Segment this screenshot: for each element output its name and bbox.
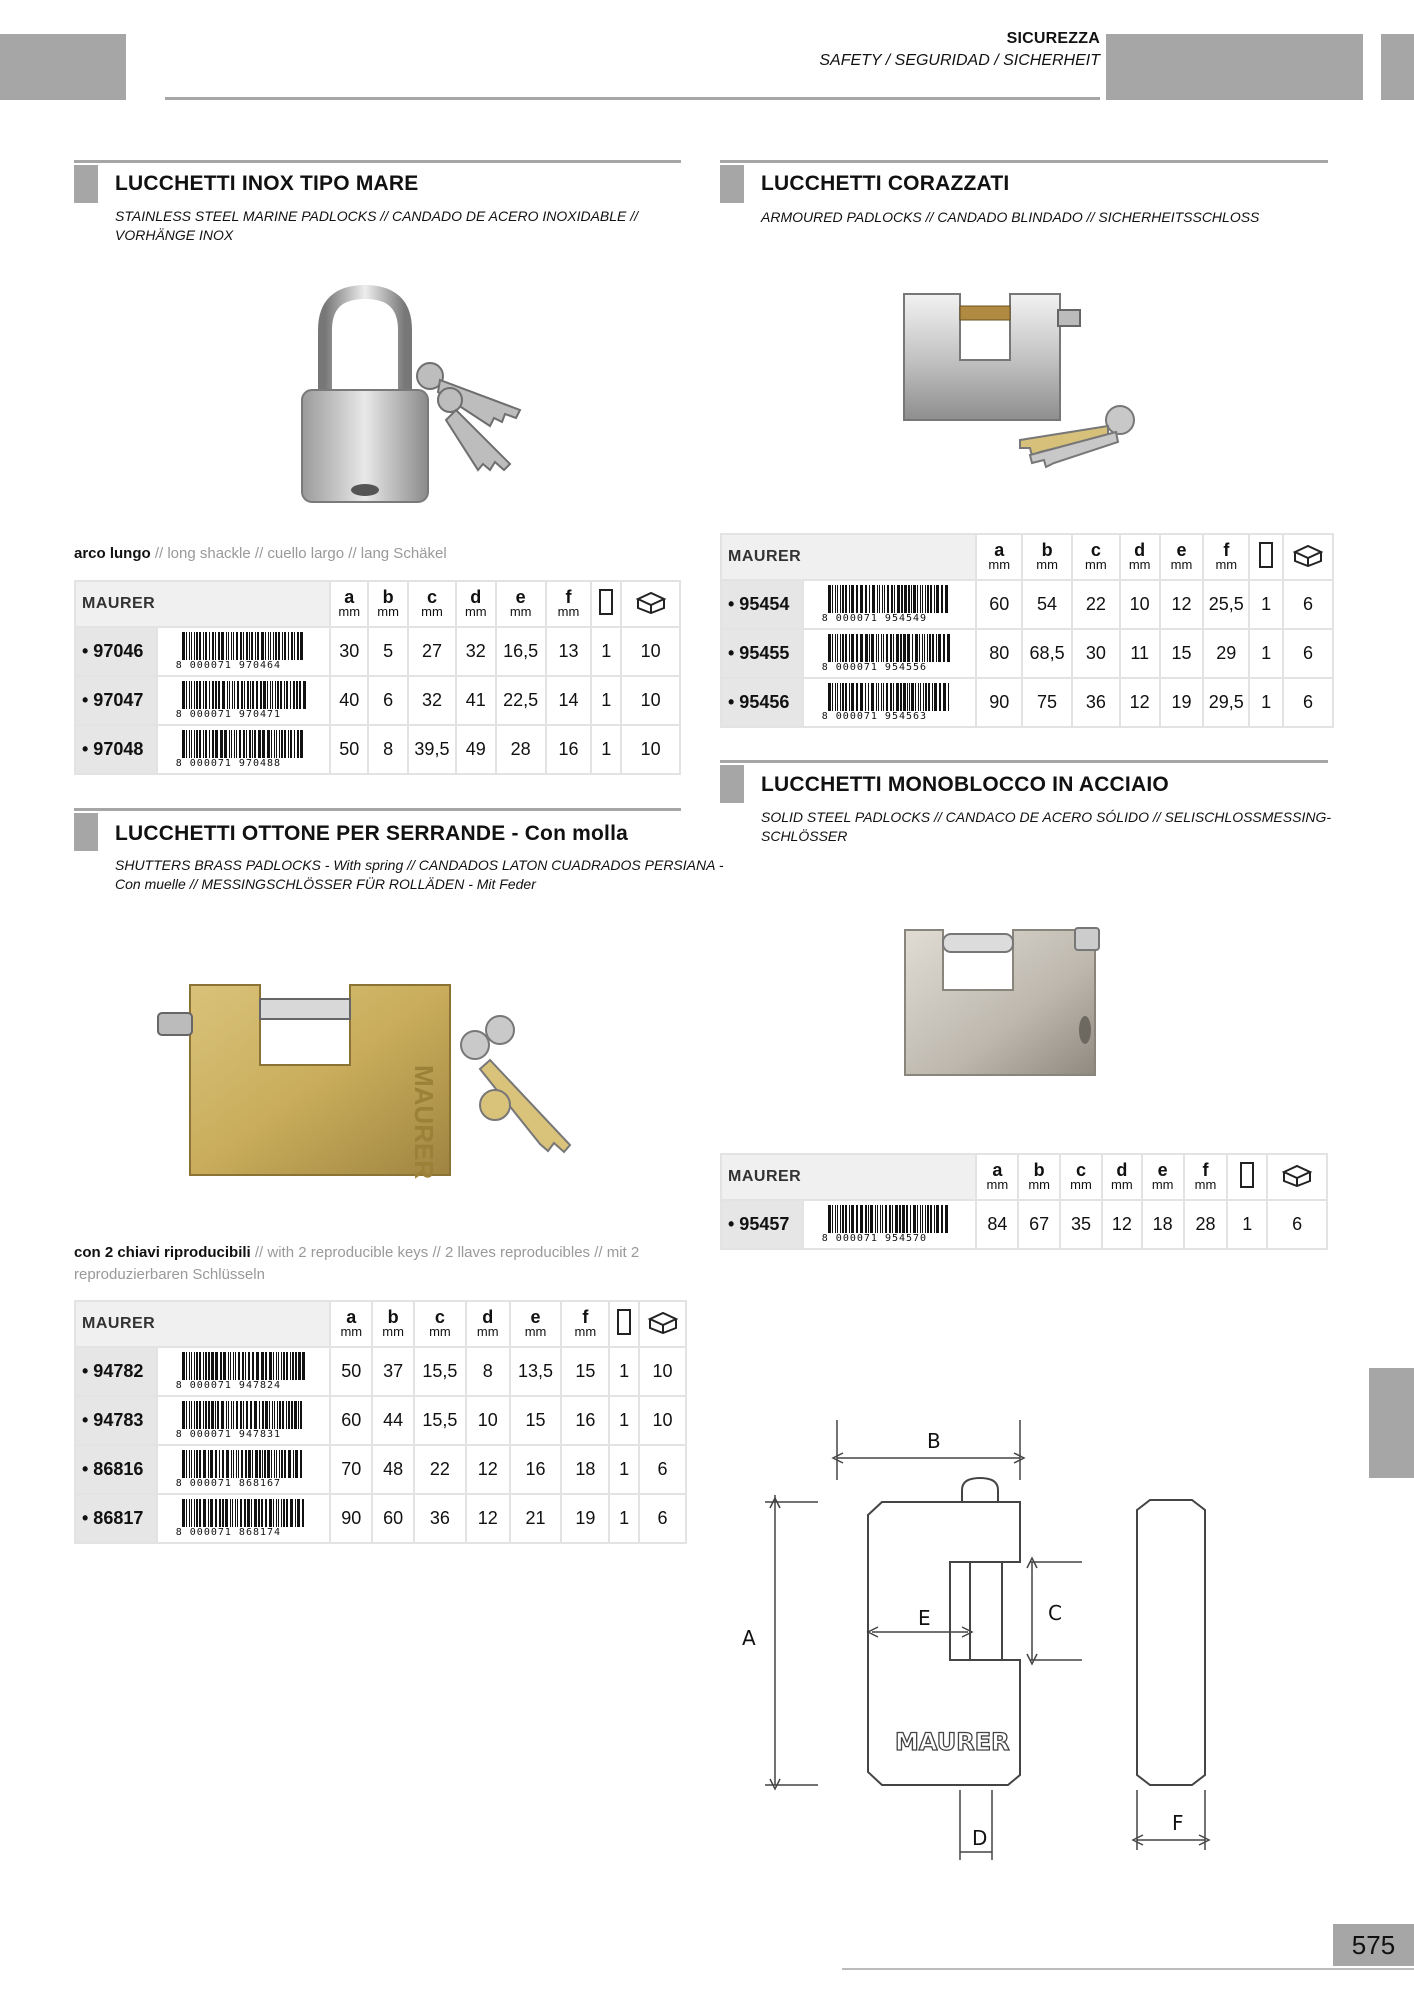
barcode-icon bbox=[826, 585, 954, 613]
product-code: • 86817 bbox=[75, 1494, 157, 1543]
corazzati-spec-table bbox=[720, 533, 1334, 728]
section-ottone-note-bold: con 2 chiavi riproducibili bbox=[74, 1244, 251, 1261]
col-f: f mm bbox=[561, 1301, 609, 1347]
barcode: 8 000071 970471 bbox=[157, 676, 331, 725]
dim-label-c: C bbox=[1048, 1601, 1062, 1625]
barcode-icon bbox=[826, 1205, 954, 1233]
barcode: 8 000071 970488 bbox=[157, 725, 331, 774]
col-b: b mm bbox=[368, 581, 408, 627]
box-pack-icon bbox=[639, 1301, 686, 1347]
header-subtitle: SAFETY / SEGURIDAD / SICHERHEIT bbox=[819, 52, 1100, 69]
barcode: 8 000071 954549 bbox=[803, 580, 977, 629]
col-c: c mm bbox=[414, 1301, 466, 1347]
col-e: e mm bbox=[496, 581, 546, 627]
dimension-diagram bbox=[730, 1420, 1250, 1870]
barcode-icon bbox=[180, 632, 308, 660]
col-c: c mm bbox=[1060, 1154, 1102, 1200]
table-row: • 95456 8 000071 954563 90 75 36 12 19 29,5 1 6 bbox=[721, 678, 1333, 727]
barcode: 8 000071 954556 bbox=[803, 629, 977, 678]
col-d: d mm bbox=[456, 581, 496, 627]
barcode-icon bbox=[180, 1499, 308, 1527]
section-monoblocco-marker bbox=[720, 765, 744, 803]
box-pack-icon bbox=[1267, 1154, 1327, 1200]
section-corazzati-title: LUCCHETTI CORAZZATI bbox=[761, 172, 1010, 195]
barcode-icon bbox=[826, 683, 954, 711]
header-gray-block-left bbox=[0, 34, 126, 100]
section-ottone-subtitle-2: Con muelle // MESSINGSCHLÖSSER FÜR ROLLÄDEN - Mit Feder bbox=[115, 876, 536, 892]
table-row: • 86817 8 000071 868174 90 60 36 12 21 19 1 6 bbox=[75, 1494, 686, 1543]
product-code: • 97048 bbox=[75, 725, 157, 774]
dim-label-f: F bbox=[1172, 1811, 1184, 1835]
col-a: a mm bbox=[976, 1154, 1018, 1200]
barcode-icon bbox=[180, 1352, 308, 1380]
section-corazzati-marker bbox=[720, 165, 744, 203]
table-row: • 95457 8 000071 954570 84 67 35 12 18 28 1 6 bbox=[721, 1200, 1327, 1249]
col-c: c mm bbox=[1072, 534, 1120, 580]
col-f: f mm bbox=[546, 581, 592, 627]
brand-logo: MAURER bbox=[721, 534, 976, 580]
col-f: f mm bbox=[1184, 1154, 1228, 1200]
product-code: • 95457 bbox=[721, 1200, 803, 1249]
barcode: 8 000071 970464 bbox=[157, 627, 331, 676]
col-f: f mm bbox=[1203, 534, 1249, 580]
product-code: • 97046 bbox=[75, 627, 157, 676]
col-d: d mm bbox=[1120, 534, 1160, 580]
barcode: 8 000071 868167 bbox=[157, 1445, 331, 1494]
unit-pack-icon bbox=[591, 581, 621, 627]
box-pack-icon bbox=[621, 581, 680, 627]
col-b: b mm bbox=[372, 1301, 414, 1347]
page-number: 575 bbox=[1333, 1924, 1414, 1966]
col-e: e mm bbox=[1160, 534, 1204, 580]
header-rule bbox=[165, 97, 1100, 100]
dim-label-b: B bbox=[927, 1429, 941, 1453]
product-code: • 97047 bbox=[75, 676, 157, 725]
unit-pack-icon bbox=[1227, 1154, 1267, 1200]
dim-label-d: D bbox=[972, 1826, 988, 1850]
brass-padlock-engraving: MAURER bbox=[409, 1065, 439, 1180]
section-inox-note-bold: arco lungo bbox=[74, 545, 151, 562]
table-row: • 95454 8 000071 954549 60 54 22 10 12 25,5 1 6 bbox=[721, 580, 1333, 629]
side-tab bbox=[1369, 1368, 1414, 1478]
product-code: • 94782 bbox=[75, 1347, 157, 1396]
section-ottone-note-line2: reproduzierbaren Schlüsseln bbox=[74, 1266, 265, 1283]
section-inox-note bbox=[74, 543, 447, 565]
section-ottone-marker bbox=[74, 813, 98, 851]
barcode: 8 000071 868174 bbox=[157, 1494, 331, 1543]
col-b: b mm bbox=[1018, 1154, 1060, 1200]
brand-logo: MAURER bbox=[75, 581, 330, 627]
brand-logo: MAURER bbox=[721, 1154, 976, 1200]
footer-rule bbox=[842, 1968, 1414, 1970]
col-a: a mm bbox=[976, 534, 1022, 580]
section-ottone-note-rest: // with 2 reproducible keys // 2 llaves reproducibles // mit 2 bbox=[250, 1244, 640, 1261]
product-code: • 86816 bbox=[75, 1445, 157, 1494]
col-d: d mm bbox=[466, 1301, 510, 1347]
col-e: e mm bbox=[1142, 1154, 1184, 1200]
dim-label-e: E bbox=[918, 1606, 931, 1630]
header-title: SICUREZZA bbox=[1006, 30, 1100, 47]
section-inox-marker bbox=[74, 165, 98, 203]
product-code: • 94783 bbox=[75, 1396, 157, 1445]
table-row: • 94783 8 000071 947831 60 44 15,5 10 15 16 1 10 bbox=[75, 1396, 686, 1445]
section-inox-note-rest: // long shackle // cuello largo // lang Schäkel bbox=[150, 545, 447, 562]
product-code: • 95454 bbox=[721, 580, 803, 629]
product-code: • 95455 bbox=[721, 629, 803, 678]
monoblocco-spec-table bbox=[720, 1153, 1328, 1250]
barcode: 8 000071 954570 bbox=[803, 1200, 977, 1249]
barcode-icon bbox=[180, 730, 308, 758]
section-corazzati-rule bbox=[720, 160, 1328, 163]
table-row: • 94782 8 000071 947824 50 37 15,5 8 13,5 15 1 10 bbox=[75, 1347, 686, 1396]
stainless-padlock-photo bbox=[280, 280, 560, 520]
table-row: • 86816 8 000071 868167 70 48 22 12 16 18 1 6 bbox=[75, 1445, 686, 1494]
diagram-logo: MAURER bbox=[895, 1728, 1010, 1756]
section-monoblocco-rule bbox=[720, 760, 1328, 763]
col-c: c mm bbox=[408, 581, 456, 627]
table-row: • 95455 8 000071 954556 80 68,5 30 11 15 29 1 6 bbox=[721, 629, 1333, 678]
section-corazzati-subtitle: ARMOURED PADLOCKS // CANDADO BLINDADO // SICHERHEITSSCHLOSS bbox=[761, 209, 1260, 225]
section-monoblocco-subtitle-1: SOLID STEEL PADLOCKS // CANDACO DE ACERO SÓLIDO // SELISCHLOSSMESSING- bbox=[761, 809, 1332, 825]
barcode-icon bbox=[826, 634, 954, 662]
header-gray-block-edge bbox=[1381, 34, 1414, 100]
section-inox-title: LUCCHETTI INOX TIPO MARE bbox=[115, 172, 419, 195]
barcode-icon bbox=[180, 681, 308, 709]
col-d: d mm bbox=[1102, 1154, 1142, 1200]
brass-padlock-photo bbox=[150, 955, 620, 1195]
barcode: 8 000071 954563 bbox=[803, 678, 977, 727]
box-pack-icon bbox=[1283, 534, 1333, 580]
barcode: 8 000071 947831 bbox=[157, 1396, 331, 1445]
col-a: a mm bbox=[330, 1301, 372, 1347]
ottone-spec-table bbox=[74, 1300, 687, 1544]
section-inox-rule bbox=[74, 160, 681, 163]
table-row: • 97047 8 000071 970471 40 6 32 41 22,5 14 1 10 bbox=[75, 676, 680, 725]
brand-logo: MAURER bbox=[75, 1301, 330, 1347]
header-gray-block-right bbox=[1106, 34, 1363, 100]
section-ottone-subtitle-1: SHUTTERS BRASS PADLOCKS - With spring // CANDADOS LATON CUADRADOS PERSIANA - bbox=[115, 857, 724, 873]
product-code: • 95456 bbox=[721, 678, 803, 727]
section-inox-subtitle: STAINLESS STEEL MARINE PADLOCKS // CANDADO DE ACERO INOXIDABLE // VORHÄNGE INOX bbox=[115, 208, 639, 243]
section-monoblocco-title: LUCCHETTI MONOBLOCCO IN ACCIAIO bbox=[761, 773, 1169, 796]
table-row: • 97046 8 000071 970464 30 5 27 32 16,5 13 1 10 bbox=[75, 627, 680, 676]
armoured-padlock-photo bbox=[890, 280, 1160, 470]
barcode: 8 000071 947824 bbox=[157, 1347, 331, 1396]
section-monoblocco-subtitle-2: SCHLÖSSER bbox=[761, 828, 848, 844]
col-a: a mm bbox=[330, 581, 368, 627]
unit-pack-icon bbox=[609, 1301, 639, 1347]
section-ottone-title: LUCCHETTI OTTONE PER SERRANDE - Con molla bbox=[115, 822, 628, 845]
dim-label-a: A bbox=[742, 1626, 756, 1650]
section-ottone-note bbox=[74, 1242, 664, 1286]
table-row: • 97048 8 000071 970488 50 8 39,5 49 28 16 1 10 bbox=[75, 725, 680, 774]
barcode-icon bbox=[180, 1450, 308, 1478]
solid-steel-padlock-photo bbox=[895, 910, 1115, 1085]
unit-pack-icon bbox=[1249, 534, 1283, 580]
col-e: e mm bbox=[510, 1301, 562, 1347]
barcode-icon bbox=[180, 1401, 308, 1429]
inox-spec-table bbox=[74, 580, 681, 775]
section-ottone-rule bbox=[74, 808, 681, 811]
col-b: b mm bbox=[1022, 534, 1072, 580]
